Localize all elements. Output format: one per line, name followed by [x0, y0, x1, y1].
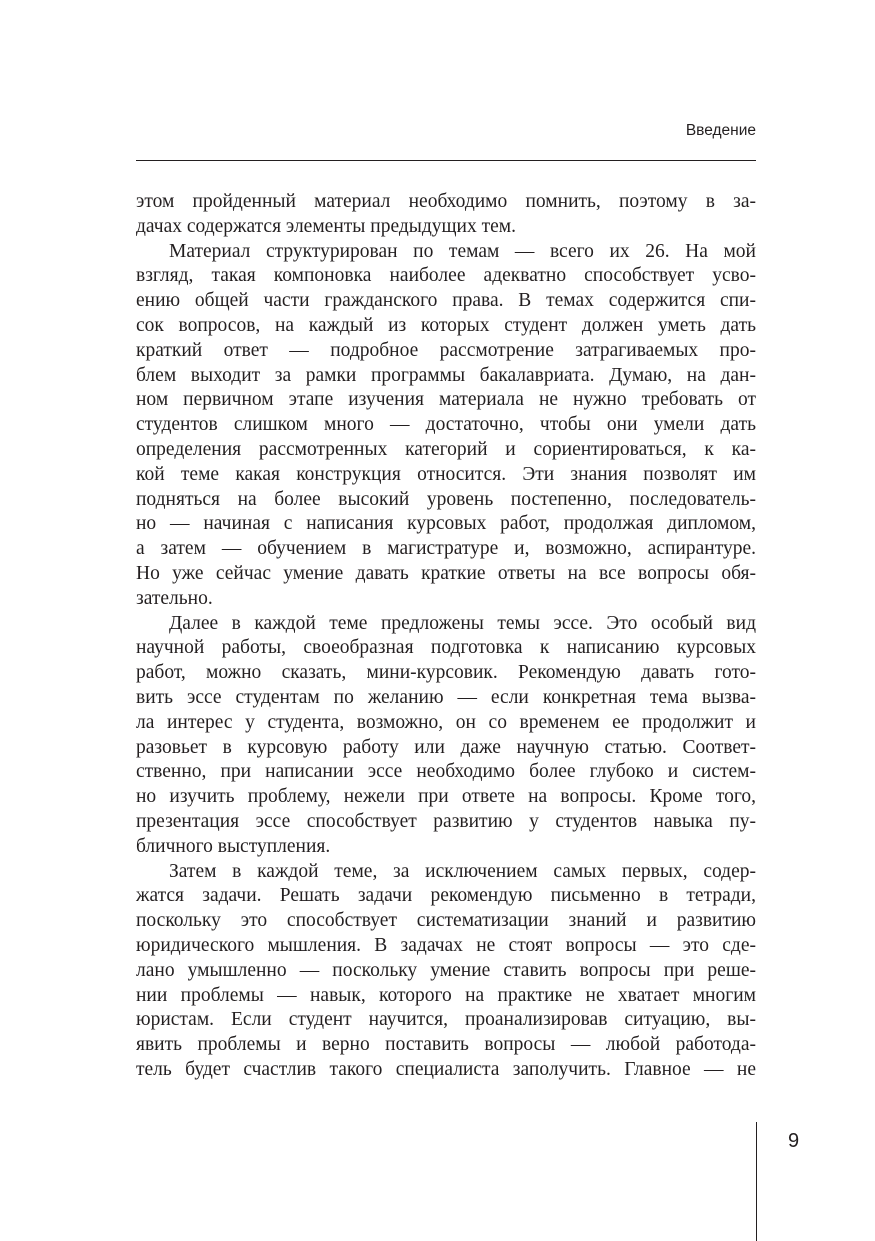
text-line: разовьет в курсовую работу или даже научную статью. Соответ-	[136, 736, 756, 758]
text-line: ла интерес у студента, возможно, он со временем ее продолжит и	[136, 711, 756, 733]
text-line: поскольку это способствует систематизации знаний и развитию	[136, 910, 756, 932]
body-text	[136, 190, 756, 1083]
text-line: ению общей части гражданского права. В темах содержится спи-	[136, 290, 756, 312]
text-line: юристам. Если студент научится, проанализировав ситуацию, вы-	[136, 1009, 756, 1031]
text-line: работ, можно сказать, мини-курсовик. Рекомендую давать гото-	[136, 662, 756, 684]
text-line: но изучить проблему, нежели при ответе на вопросы. Кроме того,	[136, 786, 756, 808]
text-line: Материал структурирован по темам — всего их 26. На мой	[169, 240, 756, 262]
text-line: ном первичном этапе изучения материала не нужно требовать от	[136, 389, 756, 411]
text-line: а затем — обучением в магистратуре и, возможно, аспирантуре.	[136, 538, 756, 560]
text-line: научной работы, своеобразная подготовка к написанию курсовых	[136, 637, 756, 659]
text-line: ственно, при написании эссе необходимо более глубоко и систем-	[136, 761, 756, 783]
text-line: кой теме какая конструкция относится. Эти знания позволят им	[136, 463, 756, 485]
page-number-rule	[756, 1122, 757, 1241]
text-line: явить проблемы и верно поставить вопросы — любой работода-	[136, 1034, 756, 1056]
text-line: взгляд, такая компоновка наиболее адекватно способствует усво-	[136, 265, 756, 287]
text-line: сок вопросов, на каждый из которых студент должен уметь дать	[136, 314, 756, 336]
text-line: этом пройденный материал необходимо помнить, поэтому в за-	[136, 191, 756, 212]
text-line: юридического мышления. В задачах не стоят вопросы — это сде-	[136, 934, 756, 956]
text-line: лано умышленно — поскольку умение ставить вопросы при реше-	[136, 959, 756, 981]
running-head-title: Введение	[685, 122, 756, 139]
text-line: Но уже сейчас умение давать краткие ответы на все вопросы обя-	[136, 562, 756, 584]
text-line: студентов слишком много — достаточно, чтобы они умели дать	[136, 414, 756, 436]
text-line: вить эссе студентам по желанию — если конкретная тема вызва-	[136, 686, 756, 708]
text-line: краткий ответ — подробное рассмотрение затрагиваемых про-	[136, 339, 756, 361]
text-line: подняться на более высокий уровень постепенно, последователь-	[136, 488, 756, 510]
page-number: 9	[788, 1130, 800, 1152]
text-line: Затем в каждой теме, за исключением самых первых, содер-	[169, 860, 756, 882]
text-line: дачах содержатся элементы предыдущих тем.	[136, 215, 517, 237]
text-line: презентация эссе способствует развитию у студентов навыка пу-	[136, 810, 756, 832]
text-line: жатся задачи. Решать задачи рекомендую письменно в тетради,	[136, 885, 756, 907]
text-line: зательно.	[136, 587, 213, 609]
text-line: бличного выступления.	[136, 835, 331, 857]
text-line: нии проблемы — навык, которого на практике не хватает многим	[136, 984, 756, 1006]
text-line: Далее в каждой теме предложены темы эссе. Это особый вид	[169, 612, 756, 634]
text-line: но — начиная с написания курсовых работ, продолжая дипломом,	[136, 513, 756, 535]
text-line: блем выходит за рамки программы бакалавриата. Думаю, на дан-	[136, 364, 756, 386]
text-line: тель будет счастлив такого специалиста заполучить. Главное — не	[136, 1058, 756, 1080]
text-line: определения рассмотренных категорий и сориентироваться, к ка-	[136, 438, 756, 460]
header-rule	[136, 160, 756, 161]
